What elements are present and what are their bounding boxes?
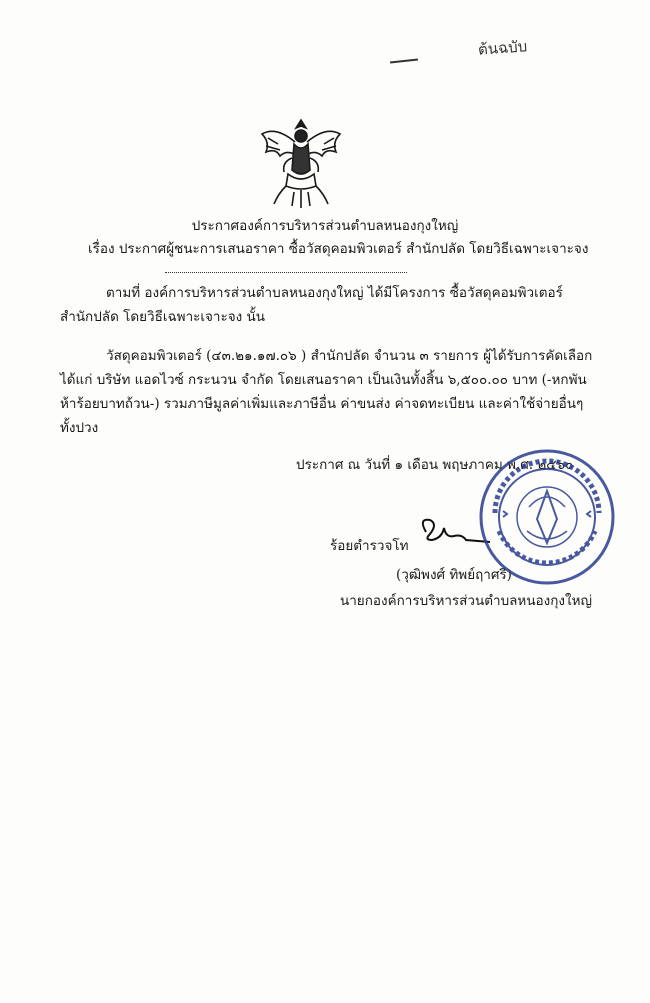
handwritten-dash (390, 59, 418, 64)
handwritten-corner-note: ต้นฉบับ (477, 37, 528, 59)
announcement-title: ประกาศองค์การบริหารส่วนตำบลหนองกุงใหญ่ (191, 218, 459, 234)
signer-rank: ร้อยตำรวจโท (330, 538, 409, 554)
announcement-date: ประกาศ ณ วันที่ ๑ เดือน พฤษภาคม พ.ศ. ๒๕๖๐ (296, 457, 574, 473)
garuda-emblem-icon (256, 112, 346, 212)
announcement-subject: เรื่อง ประกาศผู้ชนะการเสนอราคา ซื้อวัสดุคอมพิวเตอร์ สำนักปลัด โดยวิธีเฉพาะเจาะจง (88, 241, 589, 257)
dotted-divider (165, 272, 407, 273)
official-seal-icon (477, 447, 617, 587)
signer-position: นายกองค์การบริหารส่วนตำบลหนองกุงใหญ่ (340, 593, 593, 609)
body-paragraph-1 (60, 281, 600, 329)
body-paragraph-2 (60, 344, 600, 440)
paragraph-2-text: วัสดุคอมพิวเตอร์ (๔๓.๒๑.๑๗.๐๖ ) สำนักปลัด จำนวน ๓ รายการ ผู้ได้รับการคัดเลือก ได้แก่ บริษัท แอดไวซ์ กระนวน จำกัด โดยเสนอราคา เป็นเงินทั้งสิ้น ๖,๕๐๐.๐๐ บาท (-หกพันห้าร้อยบาทถ้วน-) รวมภาษีมูลค่าเพิ่มและภาษีอื่น ค่าขนส่ง ค่าจดทะเบียน และค่าใช้จ่ายอื่นๆ ทั้งปวง (60, 348, 593, 436)
paragraph-1-text: ตามที่ องค์การบริหารส่วนตำบลหนองกุงใหญ่ ได้มีโครงการ ซื้อวัสดุคอมพิวเตอร์ สำนักปลัด โดยวิธีเฉพาะเจาะจง นั้น (60, 285, 563, 325)
signer-name: (วุฒิพงศ์ ทิพย์ฤาศรี) (396, 567, 512, 583)
